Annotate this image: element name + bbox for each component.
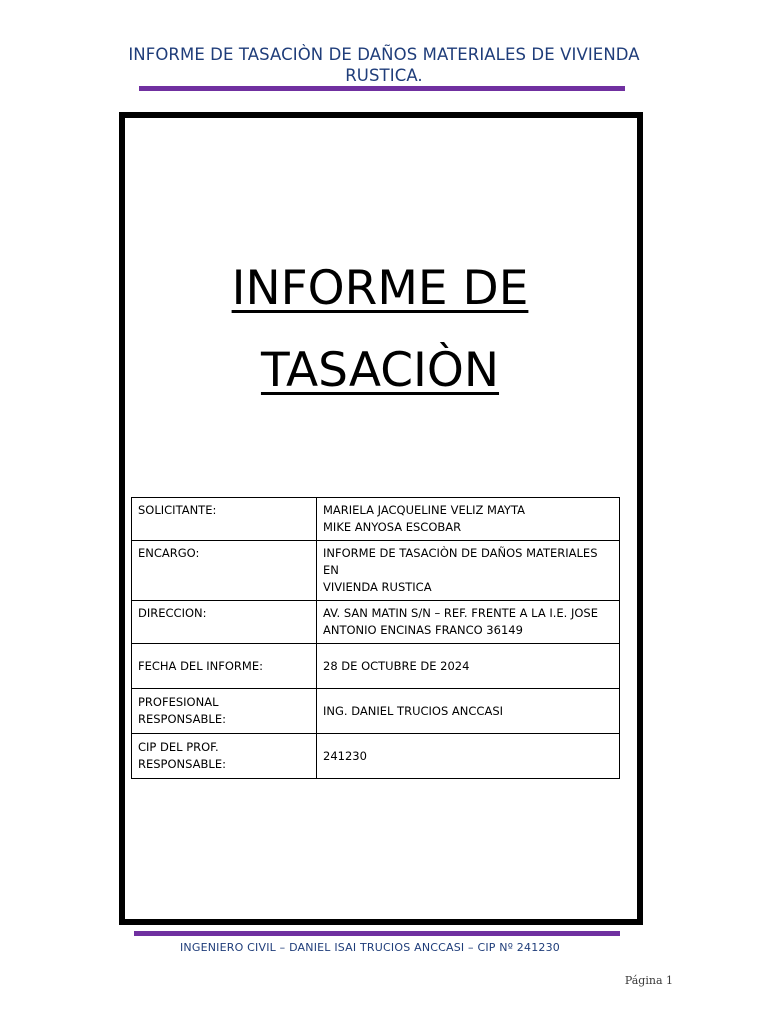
table-row-cip	[132, 734, 620, 779]
solicitante-label: SOLICITANTE:	[132, 498, 317, 541]
header-divider	[139, 86, 625, 91]
cover-title	[120, 248, 640, 412]
page-number: Página 1	[624, 974, 673, 987]
solicitante-value-line-2: MIKE ANYOSA ESCOBAR	[323, 520, 462, 534]
direccion-value	[317, 601, 620, 644]
fecha-label: FECHA DEL INFORME:	[132, 644, 317, 689]
profesional-value: ING. DANIEL TRUCIOS ANCCASI	[317, 689, 620, 734]
fecha-value: 28 DE OCTUBRE DE 2024	[317, 644, 620, 689]
solicitante-value	[317, 498, 620, 541]
profesional-label: PROFESIONAL RESPONSABLE:	[132, 689, 317, 734]
table-row-encargo	[132, 541, 620, 601]
cover-title-line-2: TASACIÒN	[260, 343, 500, 398]
solicitante-value-line-1: MARIELA JACQUELINE VELIZ MAYTA	[323, 503, 525, 517]
report-details-table	[131, 497, 620, 779]
table-row-profesional	[132, 689, 620, 734]
footer-credit: INGENIERO CIVIL – DANIEL ISAI TRUCIOS ANCCASI – CIP Nº 241230	[179, 941, 561, 954]
table-row-fecha	[132, 644, 620, 689]
document-header-title: INFORME DE TASACIÒN DE DAÑOS MATERIALES DE VIVIENDA RUSTICA.	[128, 45, 640, 85]
table-row-direccion	[132, 601, 620, 644]
direccion-value-line-2: ANTONIO ENCINAS FRANCO 36149	[323, 623, 523, 637]
footer-divider	[134, 931, 620, 936]
cip-value: 241230	[317, 734, 620, 779]
encargo-value-line-1: INFORME DE TASACIÒN DE DAÑOS MATERIALES EN	[323, 546, 598, 577]
direccion-value-line-1: AV. SAN MATIN S/N – REF. FRENTE A LA I.E. JOSE	[323, 606, 598, 620]
cover-title-line-1: INFORME DE	[231, 261, 529, 316]
table-row-solicitante	[132, 498, 620, 541]
direccion-label: DIRECCION:	[132, 601, 317, 644]
encargo-label: ENCARGO:	[132, 541, 317, 601]
encargo-value-line-2: VIVIENDA RUSTICA	[323, 580, 432, 594]
encargo-value	[317, 541, 620, 601]
cip-label: CIP DEL PROF. RESPONSABLE:	[132, 734, 317, 779]
